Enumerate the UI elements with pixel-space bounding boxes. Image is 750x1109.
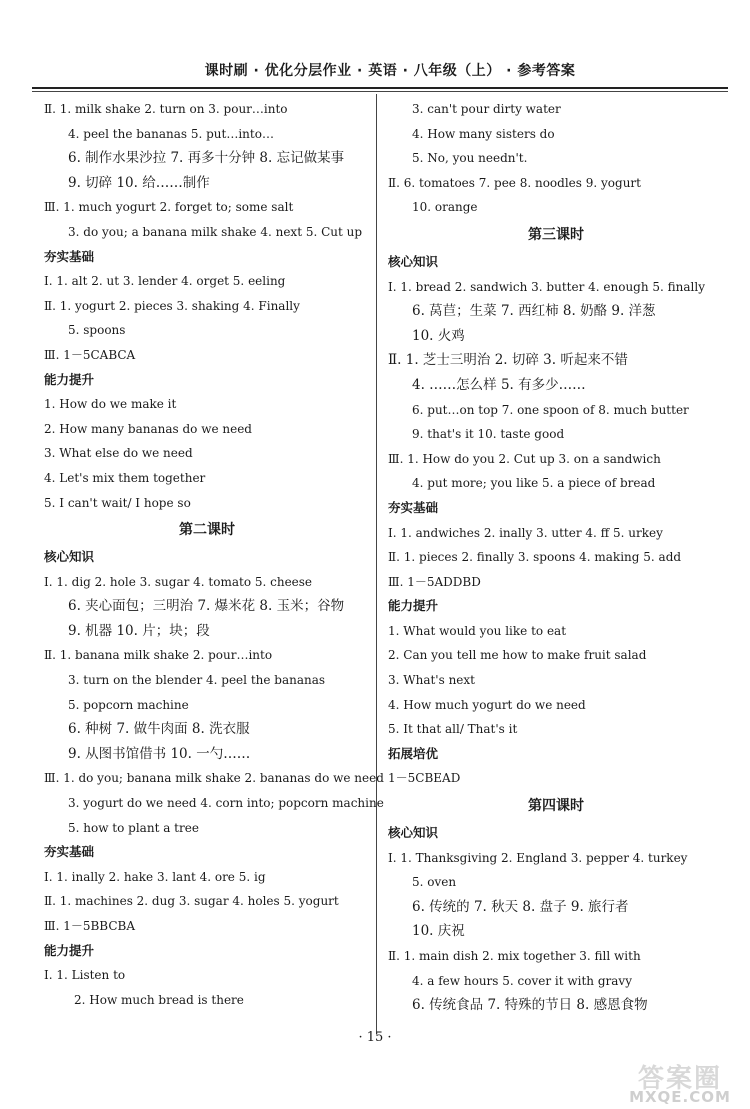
answer-line: Ⅲ. 1－5BBCBA (44, 919, 135, 933)
section-heading: 核心知识 (44, 549, 95, 565)
answer-line: Ⅱ. 1. banana milk shake 2. pour…into (44, 648, 273, 663)
answer-line: 6. 制作水果沙拉 7. 再多十分钟 8. 忘记做某事 (68, 150, 345, 167)
answer-line: 6. 夹心面包；三明治 7. 爆米花 8. 玉米；谷物 (68, 598, 345, 615)
answer-line: 3. What else do we need (44, 446, 193, 461)
answer-line: 2. How much bread is there (74, 992, 244, 1007)
answer-line: Ⅲ. 1. How do you 2. Cut up 3. on a sandwich (388, 451, 661, 466)
answer-line: 6. 种树 7. 做牛肉面 8. 洗衣服 (68, 721, 250, 738)
lesson-title: 第二课时 (179, 522, 235, 539)
section-heading: 能力提升 (388, 598, 439, 614)
answer-line: 10. 庆祝 (412, 923, 465, 940)
answer-line: 4. Let's mix them together (44, 470, 206, 485)
answer-line: 4. put more; you like 5. a piece of bread (412, 476, 656, 491)
section-heading: 核心知识 (388, 825, 439, 841)
right-column (388, 97, 724, 1018)
answer-line: Ⅲ. 1. do you; banana milk shake 2. bananas do we need (44, 771, 384, 786)
answer-line: 3. can't pour dirty water (412, 102, 561, 116)
watermark-text: 答案圈 (637, 1064, 722, 1094)
answer-line: Ⅰ. 1. Listen to (44, 968, 126, 983)
answer-line: 4. a few hours 5. cover it with gravy (412, 973, 632, 988)
answer-line: 4. How many sisters do (412, 126, 555, 141)
section-heading: 能力提升 (44, 371, 95, 387)
answer-line: Ⅰ. 1. inally 2. hake 3. lant 4. ore 5. ig (44, 869, 266, 884)
answer-line: 6. 传统食品 7. 特殊的节日 8. 感恩食物 (412, 997, 648, 1014)
lesson-title: 第三课时 (528, 226, 584, 243)
answer-line: 4. How much yogurt do we need (388, 697, 586, 712)
answer-line: 2. How many bananas do we need (44, 421, 252, 436)
answer-line: Ⅰ. 1. dig 2. hole 3. sugar 4. tomato 5. cheese (44, 574, 313, 589)
answer-line: 6. put…on top 7. one spoon of 8. much butter (412, 402, 689, 417)
watermark-url: MXQE.COM (629, 1088, 731, 1106)
section-heading: 夯实基础 (44, 844, 95, 860)
answer-line: 5. I can't wait/ I hope so (44, 495, 191, 510)
section-heading: 能力提升 (44, 942, 95, 958)
answer-line: 6. 传统的 7. 秋天 8. 盘子 9. 旅行者 (412, 898, 629, 915)
answer-line: 6. 莴苣；生菜 7. 西红柿 8. 奶酪 9. 洋葱 (412, 303, 656, 320)
section-heading: 拓展培优 (388, 745, 439, 761)
answer-line: 3. yogurt do we need 4. corn into; popcorn machine (68, 796, 384, 811)
answer-line: 10. orange (412, 200, 478, 215)
answer-line: 3. What's next (388, 673, 475, 688)
answer-line: 1－5CBEAD (388, 771, 461, 786)
answer-line: 9. 切碎 10. 给……制作 (68, 174, 210, 191)
answer-line: 5. how to plant a tree (68, 820, 199, 835)
answer-line: 2. Can you tell me how to make fruit salad (388, 648, 647, 663)
answer-line: Ⅲ. 1. much yogurt 2. forget to; some salt (44, 200, 294, 215)
answer-line: Ⅱ. 1. main dish 2. mix together 3. fill with (388, 949, 641, 963)
answer-line: Ⅰ. 1. Thanksgiving 2. England 3. pepper 4. turkey (388, 850, 688, 865)
section-heading: 核心知识 (388, 253, 439, 269)
answer-line: 4. peel the bananas 5. put…into… (68, 126, 274, 141)
lesson-title: 第四课时 (528, 798, 584, 815)
answer-line: Ⅰ. 1. bread 2. sandwich 3. butter 4. enough 5. finally (388, 279, 706, 294)
answer-line: Ⅲ. 1－5CABCA (44, 347, 136, 362)
answer-line: Ⅰ. 1. alt 2. ut 3. lender 4. orget 5. eeling (44, 274, 286, 289)
answer-line: Ⅱ. 1. 芝士三明治 2. 切碎 3. 听起来不错 (388, 352, 628, 369)
answer-line: Ⅱ. 1. yogurt 2. pieces 3. shaking 4. Finally (44, 298, 300, 313)
answer-line: 1. What would you like to eat (388, 623, 567, 638)
answer-line: 5. spoons (68, 323, 126, 338)
answer-line: 5. popcorn machine (68, 697, 189, 712)
header-rule (32, 87, 728, 89)
page-number: · 15 · (358, 1030, 392, 1045)
answer-line: Ⅲ. 1－5ADDBD (388, 574, 481, 589)
answer-line: 4. ……怎么样 5. 有多少…… (412, 376, 586, 393)
answer-line: 9. 机器 10. 片；块；段 (68, 622, 210, 639)
answer-line: Ⅱ. 6. tomatoes 7. pee 8. noodles 9. yogurt (388, 175, 641, 190)
answer-line: 3. do you; a banana milk shake 4. next 5. Cut up (68, 224, 363, 239)
answer-line: 5. It that all/ That's it (388, 722, 518, 737)
section-heading: 夯实基础 (44, 248, 95, 264)
answer-line: 10. 火鸡 (412, 327, 465, 344)
answer-line: 9. 从图书馆借书 10. 一勺…… (68, 745, 251, 762)
column-divider (376, 94, 377, 1034)
page-header: 课时刷 · 优化分层作业 · 英语 · 八年级（上） · 参考答案 (204, 63, 576, 79)
answer-line: Ⅱ. 1. machines 2. dug 3. sugar 4. holes 5. yogurt (44, 894, 339, 909)
answer-line: Ⅱ. 1. milk shake 2. turn on 3. pour…into (44, 102, 288, 116)
section-heading: 夯实基础 (388, 499, 439, 515)
answer-line: 1. How do we make it (44, 397, 177, 412)
answer-line: 9. that's it 10. taste good (412, 427, 565, 442)
answer-line: 5. oven (412, 875, 457, 890)
left-column (44, 97, 384, 1012)
answer-line: Ⅱ. 1. pieces 2. finally 3. spoons 4. making 5. add (388, 550, 682, 565)
watermark-logo (615, 1058, 745, 1106)
answer-line: Ⅰ. 1. andwiches 2. inally 3. utter 4. ff 5. urkey (388, 525, 663, 540)
header-rule-thin (32, 91, 728, 92)
answer-line: 5. No, you needn't. (412, 151, 528, 166)
answer-line: 3. turn on the blender 4. peel the bananas (68, 673, 326, 688)
